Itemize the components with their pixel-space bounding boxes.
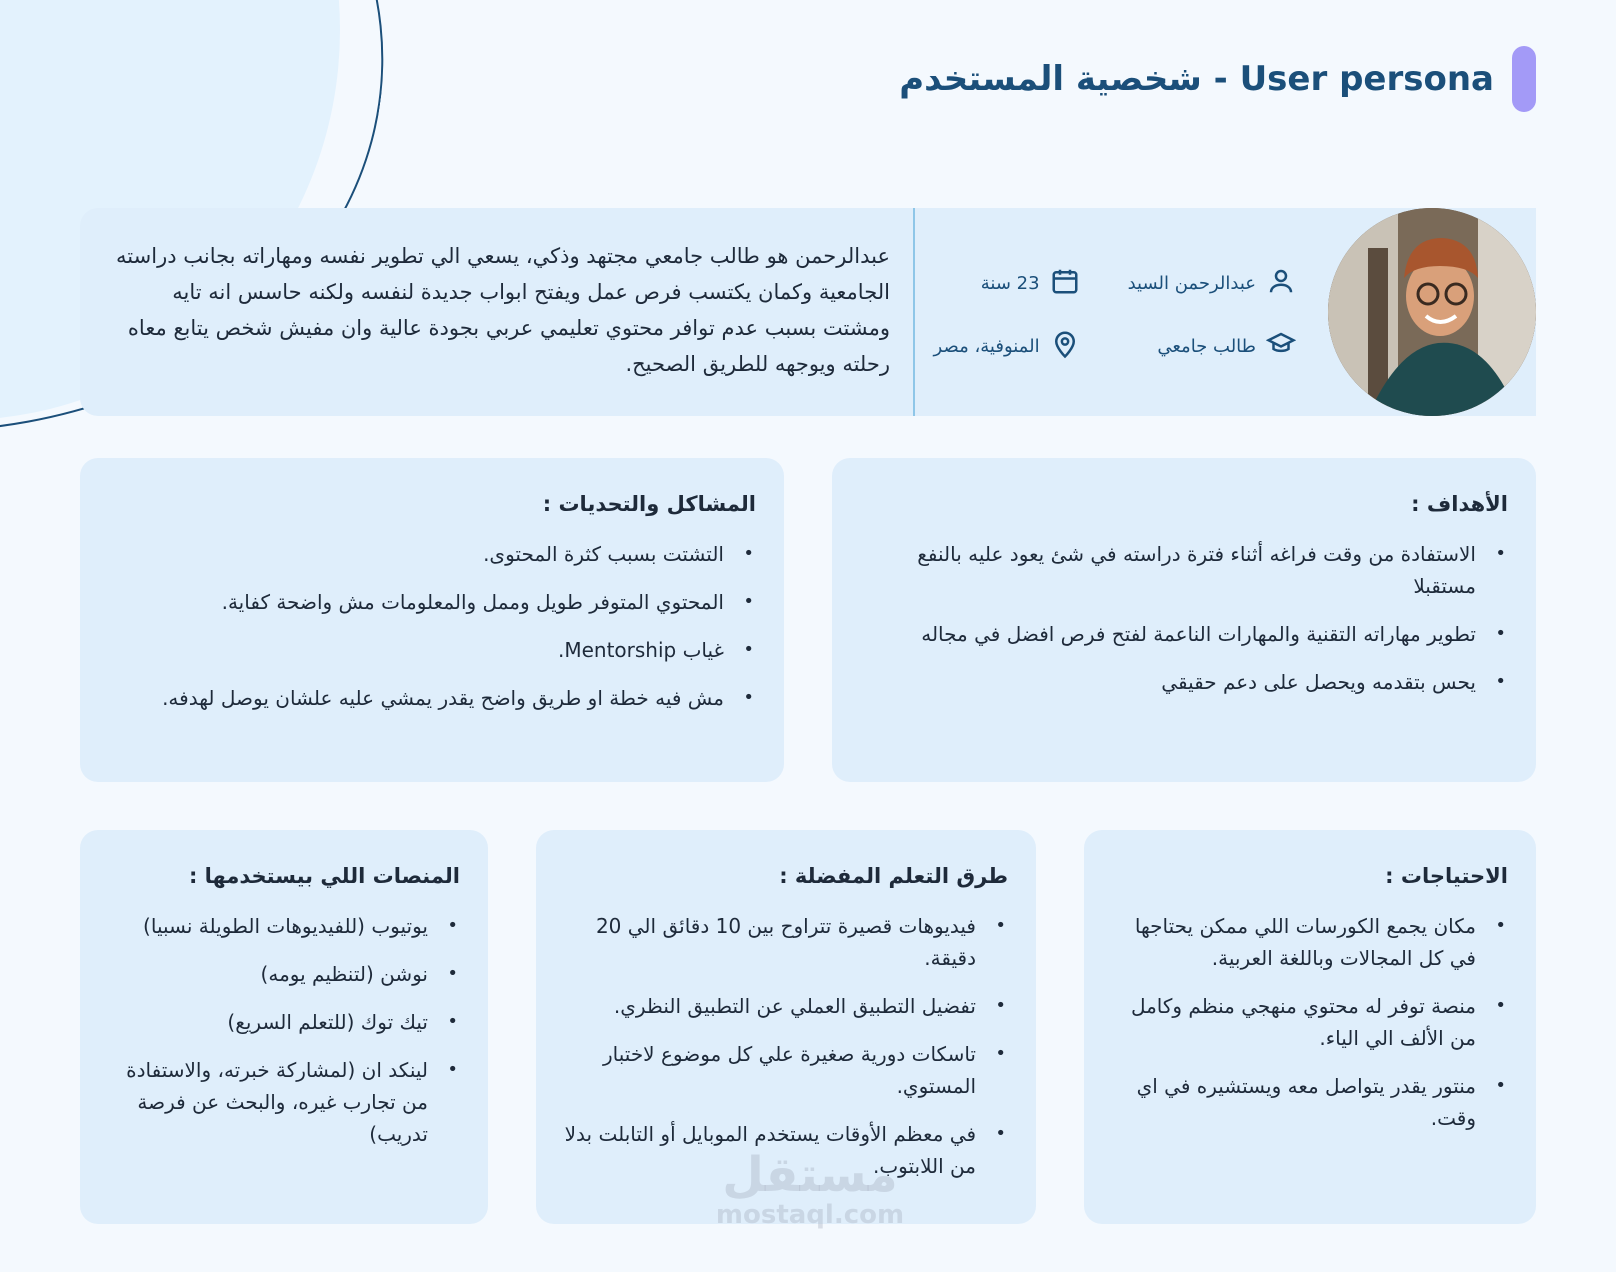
watermark-url: mostaql.com: [715, 1200, 905, 1230]
list-item: • يحس بتقدمه ويحصل على دعم حقيقي: [860, 666, 1508, 698]
profile-occupation: طالب جامعي: [1128, 329, 1296, 364]
goals-card: [832, 458, 1536, 782]
list-item: • الاستفادة من وقت فراغه أثناء فترة دراسته في شئ يعود عليه بالنفع مستقبلا: [860, 538, 1508, 602]
needs-list: [1084, 910, 1536, 1134]
list-item: • مكان يجمع الكورسات اللي ممكن يحتاجها في كل المجالات وباللغة العربية.: [1112, 910, 1508, 974]
page-header: [899, 46, 1536, 112]
list-item: • لينكد ان (لمشاركة خبرته، والاستفادة من تجارب غيره، والبحث عن فرصة تدريب): [108, 1054, 460, 1150]
list-item: • فيديوهات قصيرة تتراوح بين 10 دقائق الي 20 دقيقة.: [564, 910, 1008, 974]
watermark-arabic: مستقل: [722, 1147, 898, 1203]
problems-title: المشاكل والتحديات :: [542, 492, 756, 516]
problems-list: [80, 538, 784, 714]
list-item: • في معظم الأوقات يستخدم الموبايل أو التابلت بدلا من اللابتوب.: [564, 1118, 1008, 1182]
learning-list: [536, 910, 1036, 1182]
profile-card: [80, 208, 1536, 416]
learning-card: [536, 830, 1036, 1224]
list-item: • غياب Mentorship.: [108, 634, 756, 666]
profile-location: المنوفية، مصر: [934, 329, 1080, 364]
list-item: • تيك توك (للتعلم السريع): [108, 1006, 460, 1038]
list-item: • يوتيوب (للفيديوهات الطويلة نسبيا): [108, 910, 460, 942]
needs-title: الاحتياجات :: [1385, 864, 1508, 888]
problems-card: [80, 458, 784, 782]
list-item: • تاسكات دورية صغيرة علي كل موضوع لاختبار المستوي.: [564, 1038, 1008, 1102]
profile-divider: [913, 208, 915, 416]
platforms-card: [80, 830, 488, 1224]
list-item: • التشتت بسبب كثرة المحتوى.: [108, 538, 756, 570]
list-item: • نوشن (لتنظيم يومه): [108, 958, 460, 990]
learning-title: طرق التعلم المفضلة :: [779, 864, 1008, 888]
page-title: شخصية المستخدم - User persona: [899, 59, 1494, 99]
avatar: [1328, 208, 1536, 416]
calendar-icon: [1050, 266, 1080, 301]
platforms-list: [80, 910, 488, 1150]
list-item: • تفضيل التطبيق العملي عن التطبيق النظري.: [564, 990, 1008, 1022]
title-accent-bar: [1512, 46, 1536, 112]
list-item: • مش فيه خطة او طريق واضح يقدر يمشي عليه علشان يوصل لهدفه.: [108, 682, 756, 714]
goals-list: [832, 538, 1536, 698]
list-item: • منصة توفر له محتوي منهجي منظم وكامل من الألف الي الياء.: [1112, 990, 1508, 1054]
user-icon: [1266, 266, 1296, 301]
profile-name: عبدالرحمن السيد: [1128, 266, 1296, 301]
profile-bio: عبدالرحمن هو طالب جامعي مجتهد وذكي، يسعي الي تطوير نفسه ومهاراته بجانب دراسته الجامعية وكمان يكتسب فرص عمل ويفتح ابواب جديدة لنفسه ولكنه حاسس انه تايه ومشتت بسبب عدم توافر محتوي تعليمي عربي بجودة عالية وان مفيش شخص يتابع معاه رحلته ويوجهه للطريق الصحيح.: [116, 244, 890, 376]
list-item: • المحتوي المتوفر طويل وممل والمعلومات مش واضحة كفاية.: [108, 586, 756, 618]
goals-title: الأهداف :: [1411, 492, 1508, 516]
profile-info: [934, 266, 1296, 364]
list-item: • منتور يقدر يتواصل معه ويستشيره في اي وقت.: [1112, 1070, 1508, 1134]
graduation-cap-icon: [1266, 329, 1296, 364]
needs-card: [1084, 830, 1536, 1224]
platforms-title: المنصات اللي بيستخدمها :: [188, 864, 460, 888]
location-pin-icon: [1050, 329, 1080, 364]
profile-age: 23 سنة: [934, 266, 1080, 301]
list-item: • تطوير مهاراته التقنية والمهارات الناعمة لفتح فرص افضل في مجاله: [860, 618, 1508, 650]
